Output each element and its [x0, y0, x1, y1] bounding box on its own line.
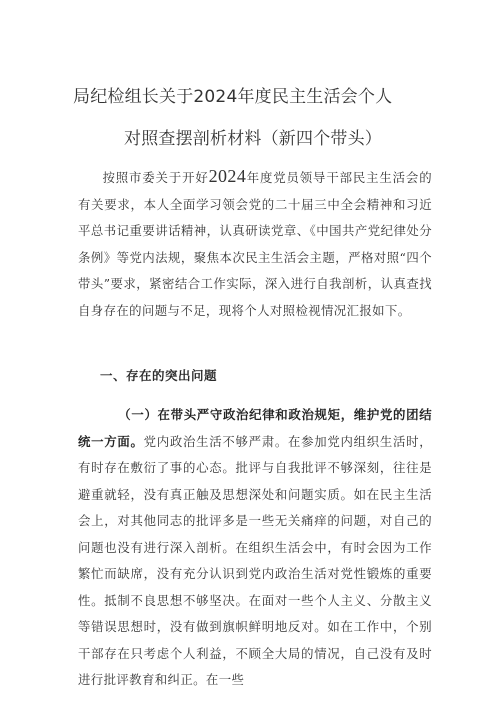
intro-text-start: 按照市委关于开好	[102, 170, 209, 185]
intro-paragraph	[78, 163, 432, 324]
document-title-line-1: 局纪检组长关于2024年度民主生活会个人	[73, 87, 393, 107]
document-title-line-2: 对照查摆剖析材料（新四个带头）	[124, 129, 382, 149]
section-heading-problems: 一、存在的突出问题	[100, 368, 218, 383]
intro-text-rest: 年度党员领导干部民主生活会的有关要求，本人全面学习领会党的二十届三中全会精神和习近平总书记重要讲话精神，认真研读党章、《中国共产党纪律处分条例》等党内法规，聚焦本次民主生活会主题，严格对照“四个带头”要求，紧密结合工作实际，深入进行自我剖析，认真查找自身存在的问题与不足，现将个人对照检视情况汇报如下。	[78, 170, 432, 318]
subsection-paragraph	[78, 402, 432, 694]
subsection-body: 党内政治生活不够严肃。在参加党内组织生活时，有时存在敷衍了事的心态。批评与自我批评不够深刻，往往是避重就轻，没有真正触及思想深处和问题实质。如在民主生活会上，对其他同志的批评多是一些无关痛痒的问题，对自己的问题也没有进行深入剖析。在组织生活会中，有时会因为工作繁忙而缺席，没有充分认识到党内政治生活对党性锻炼的重要性。抵制不良思想不够坚决。在面对一些个人主义、分散主义等错误思想时，没有做到旗帜鲜明地反对。如在工作中，个别干部存在只考虑个人利益，不顾全大局的情况，自己没有及时进行批评教育和纠正。在一些	[78, 433, 432, 687]
intro-year: 2024	[208, 166, 247, 186]
subsection-heading: （一）在带头严守政治纪律和政治规矩，维护党的团结统一方面。	[78, 407, 432, 449]
